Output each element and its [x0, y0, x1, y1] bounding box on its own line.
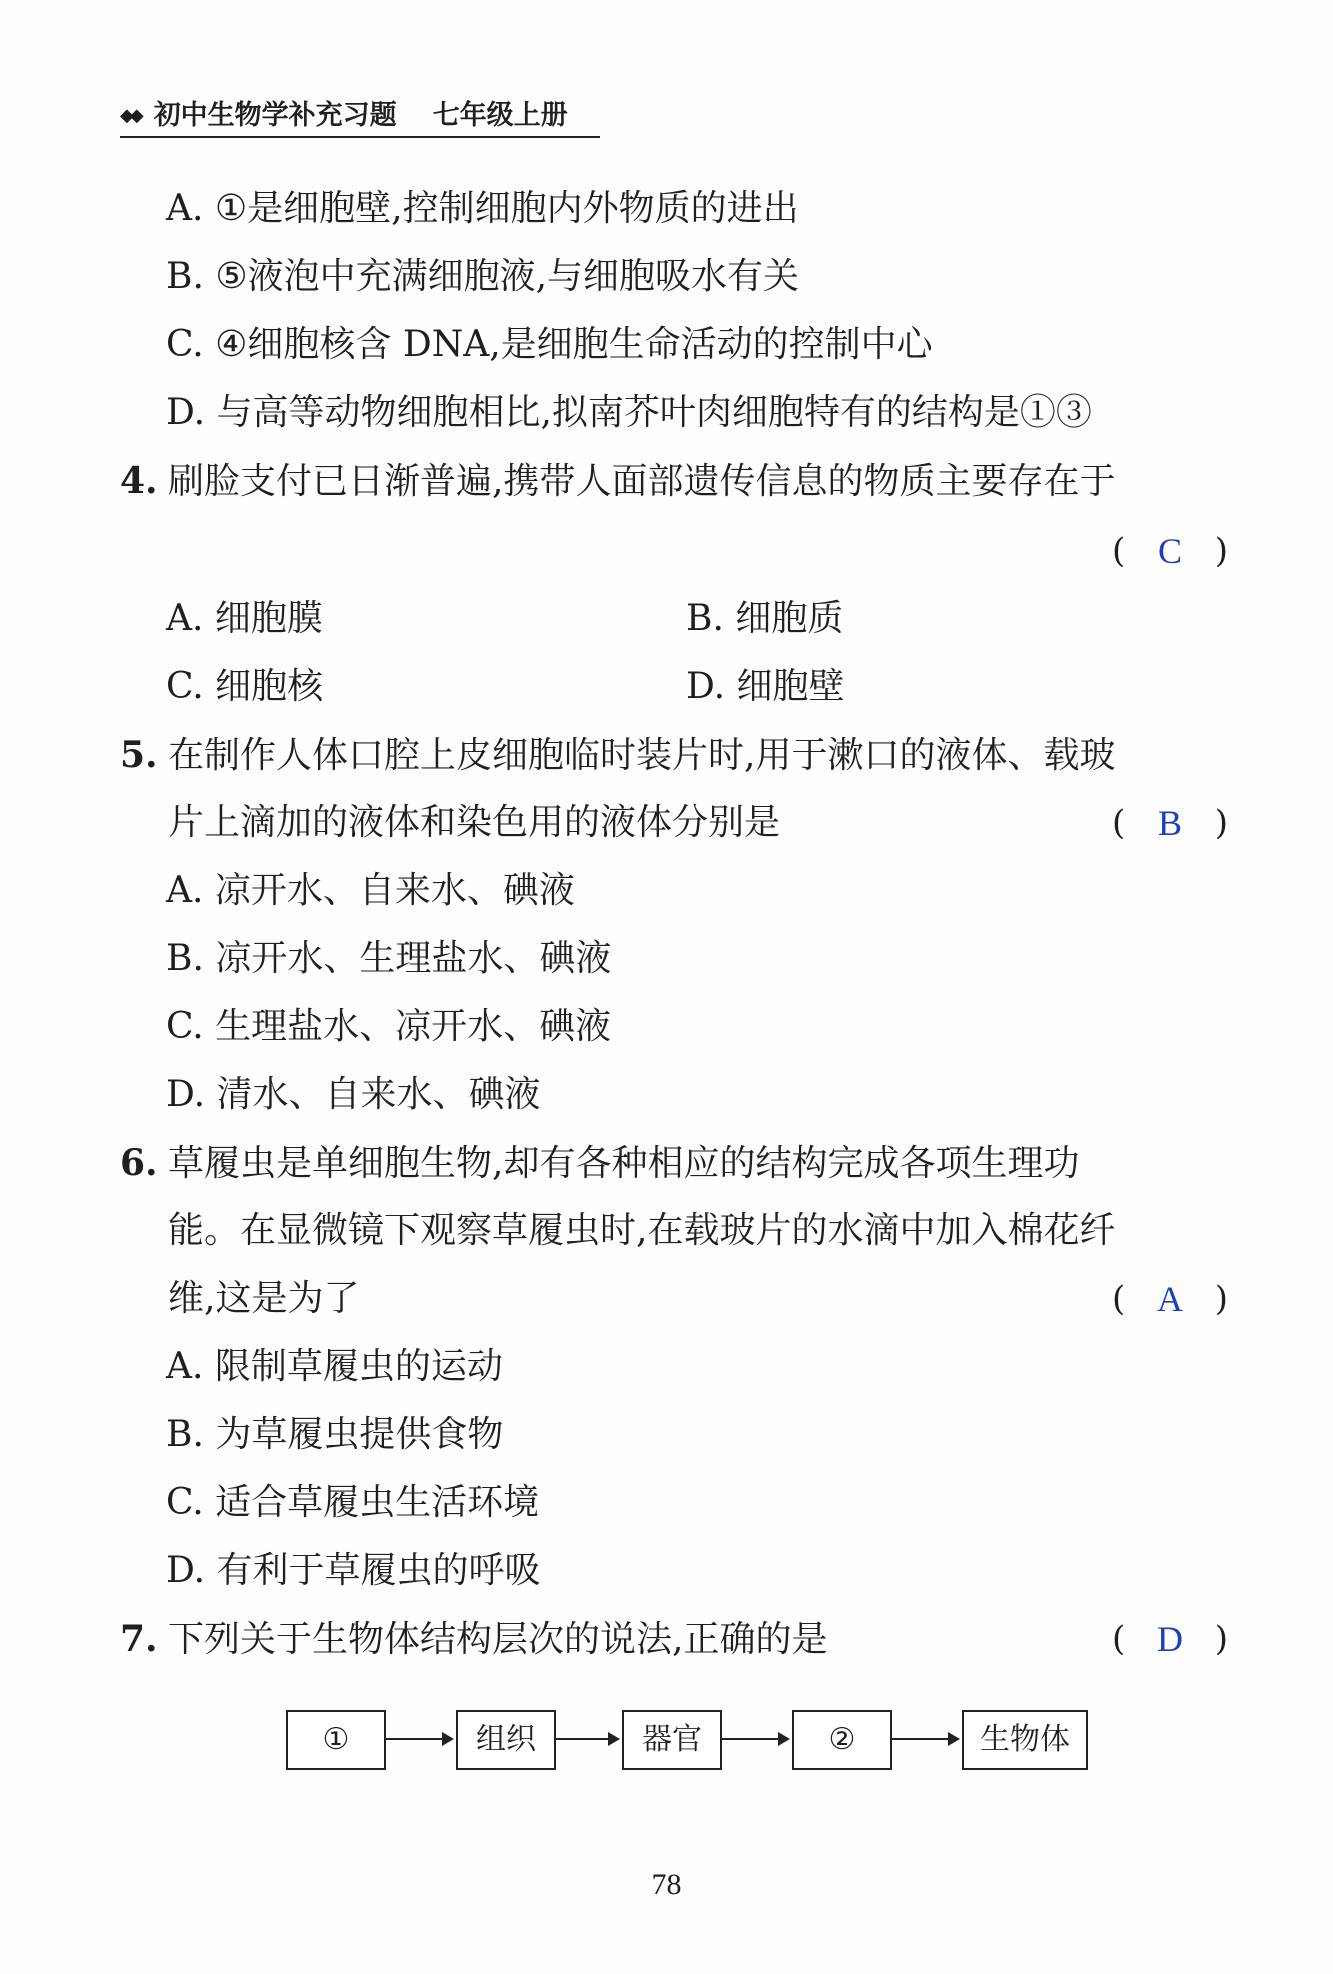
q5-number: 5.	[120, 734, 158, 776]
q4-option-c: C. 细胞核	[166, 666, 324, 707]
paren-close: )	[1214, 803, 1228, 843]
q5-text-1: 在制作人体口腔上皮细胞临时装片时,用于漱口的液体、载玻	[168, 735, 1116, 776]
q4-answer-bracket	[1112, 528, 1228, 574]
q5-answer-bracket	[1112, 800, 1228, 846]
q6-option-d: D. 有利于草履虫的呼吸	[166, 1550, 541, 1591]
q3-option-a: A. ①是细胞壁,控制细胞内外物质的进出	[166, 188, 799, 229]
q4-option-b: B. 细胞质	[686, 598, 844, 639]
arrow-icon	[892, 1738, 958, 1740]
q3-option-b: B. ⑤液泡中充满细胞液,与细胞吸水有关	[166, 256, 800, 297]
q5-option-b: B. 凉开水、生理盐水、碘液	[166, 938, 612, 979]
paren-open: (	[1112, 1279, 1126, 1319]
q7-stem	[120, 1616, 827, 1663]
diagram-box-tissue: 组织	[456, 1710, 556, 1770]
arrow-icon	[556, 1738, 618, 1740]
q4-answer: C	[1157, 531, 1182, 571]
q6-answer: A	[1157, 1279, 1183, 1319]
paren-close: )	[1214, 1279, 1228, 1319]
q3-option-c: C. ④细胞核含 DNA,是细胞生命活动的控制中心	[166, 324, 933, 365]
structure-level-diagram	[286, 1710, 1070, 1774]
q6-stem-line2: 能。在显微镜下观察草履虫时,在载玻片的水滴中加入棉花纤	[168, 1210, 1116, 1251]
q7-answer-bracket	[1112, 1616, 1228, 1662]
q5-answer: B	[1157, 803, 1182, 843]
q7-answer: D	[1157, 1619, 1183, 1659]
q7-number: 7.	[120, 1618, 158, 1660]
q5-stem-line2: 片上滴加的液体和染色用的液体分别是	[168, 802, 781, 843]
q6-stem-line1	[120, 1140, 1079, 1187]
q4-option-d: D. 细胞壁	[686, 666, 845, 707]
q6-stem-line3: 维,这是为了	[168, 1278, 360, 1319]
q5-option-a: A. 凉开水、自来水、碘液	[166, 870, 575, 911]
q5-stem-line1	[120, 732, 1115, 779]
diagram-box-2: ②	[792, 1710, 892, 1770]
diamond-icon: ◆◆	[120, 105, 140, 126]
paren-open: (	[1112, 531, 1126, 571]
diagram-box-organism: 生物体	[962, 1710, 1088, 1770]
paren-open: (	[1112, 803, 1126, 843]
q7-text: 下列关于生物体结构层次的说法,正确的是	[168, 1619, 828, 1660]
q4-stem	[120, 458, 1115, 505]
q3-option-d: D. 与高等动物细胞相比,拟南芥叶肉细胞特有的结构是①③	[166, 392, 1092, 433]
q4-text: 刷脸支付已日渐普遍,携带人面部遗传信息的物质主要存在于	[168, 461, 1116, 502]
q6-option-b: B. 为草履虫提供食物	[166, 1414, 504, 1455]
running-header	[120, 96, 600, 138]
diagram-box-organ: 器官	[622, 1710, 722, 1770]
q4-number: 4.	[120, 460, 158, 502]
q5-option-d: D. 清水、自来水、碘液	[166, 1074, 541, 1115]
diagram-box-1: ①	[286, 1710, 386, 1770]
arrow-icon	[386, 1738, 452, 1740]
page-number: 78	[651, 1868, 682, 1901]
q6-option-c: C. 适合草履虫生活环境	[166, 1482, 540, 1523]
paren-open: (	[1112, 1619, 1126, 1659]
q6-answer-bracket	[1112, 1276, 1228, 1322]
book-subtitle: 七年级上册	[432, 100, 568, 131]
book-title: 初中生物学补充习题	[153, 100, 397, 131]
q6-option-a: A. 限制草履虫的运动	[166, 1346, 503, 1387]
q4-option-a: A. 细胞膜	[166, 598, 323, 639]
q5-option-c: C. 生理盐水、凉开水、碘液	[166, 1006, 612, 1047]
q6-number: 6.	[120, 1142, 158, 1184]
paren-close: )	[1214, 1619, 1228, 1659]
q6-text-1: 草履虫是单细胞生物,却有各种相应的结构完成各项生理功	[168, 1143, 1080, 1184]
paren-close: )	[1214, 531, 1228, 571]
arrow-icon	[722, 1738, 788, 1740]
